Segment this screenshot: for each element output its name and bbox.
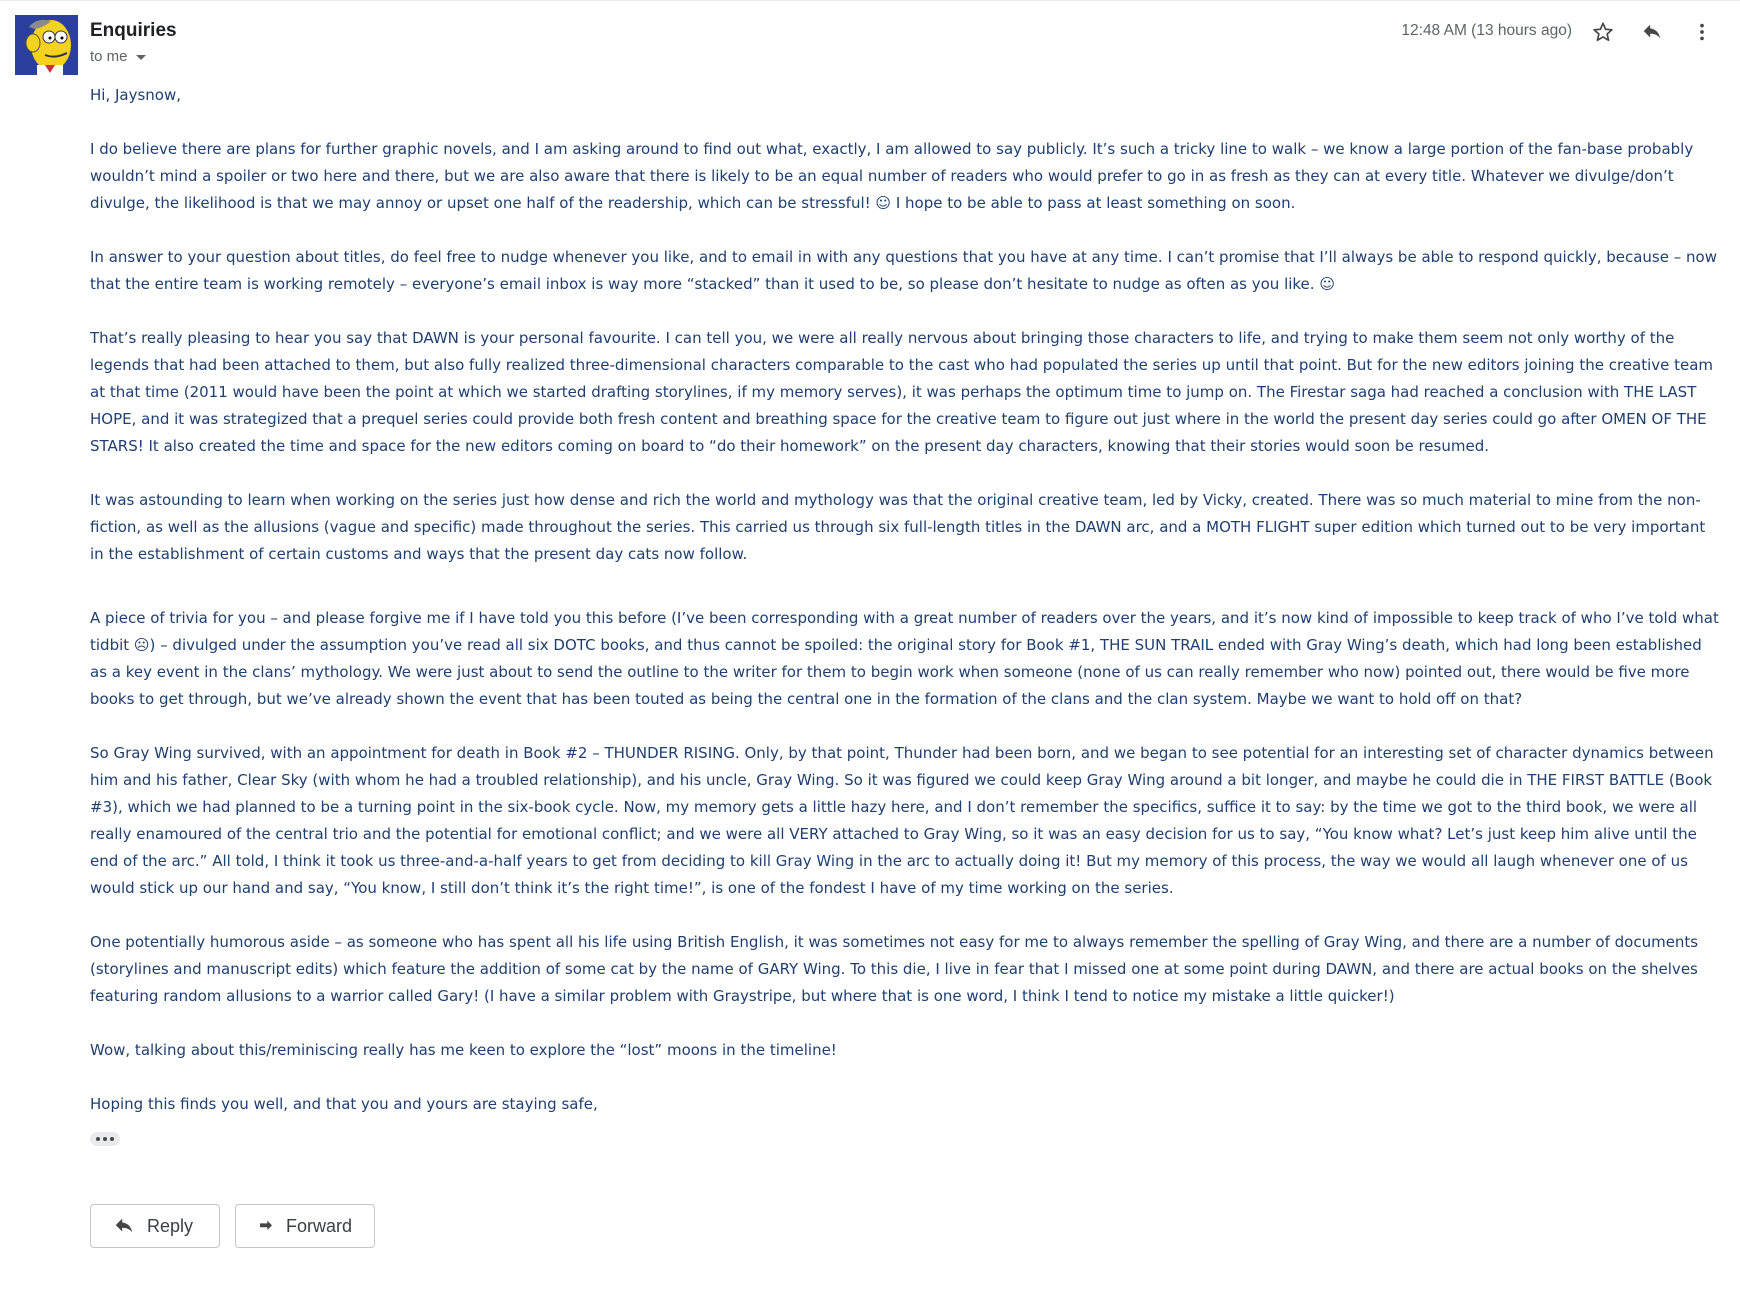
more-horiz-dot xyxy=(110,1137,114,1141)
recipient-dropdown[interactable] xyxy=(90,48,146,65)
sender-name[interactable]: Enquiries xyxy=(90,20,177,41)
forward-button-label: Forward xyxy=(285,1215,352,1236)
email-date: 12:48 AM (13 hours ago) xyxy=(1401,22,1572,39)
forward-icon xyxy=(258,1215,274,1237)
reply-icon xyxy=(1641,21,1663,43)
paragraph-7: One potentially humorous aside – as someone who has spent all his life using British English, it was sometimes not easy for me to always remember the spelling of Gray Wing, and there are a number of documents (storylines and manuscript edits) which feature the addition of some cat by the name of GARY Wing. To this die, I live in fear that I missed one at some point during DAWN, and there are actual books on the shelves featuring random allusions to a warrior called Gary! (I have a similar problem with Graystripe, but where that is one word, I think I tend to notice my mistake a little quicker!) xyxy=(90,933,1699,1005)
more-vert-icon xyxy=(1691,21,1713,43)
star-button[interactable] xyxy=(1589,18,1617,46)
forward-button[interactable] xyxy=(235,1204,375,1248)
avatar-icon xyxy=(15,15,78,75)
more-horiz-icon xyxy=(96,1137,100,1141)
sender-avatar[interactable] xyxy=(15,15,78,75)
reply-icon xyxy=(113,1215,135,1237)
reply-button[interactable] xyxy=(90,1204,220,1248)
more-options-button[interactable] xyxy=(1688,18,1716,46)
reply-button-label: Reply xyxy=(147,1215,194,1236)
paragraph-6: So Gray Wing survived, with an appointment for death in Book #2 – THUNDER RISING. Only, by that point, Thunder had been born, and we began to see potential for an interesting set of character dynamics between him and his father, Clear Sky (with whom he had a troubled relationship), and his uncle, Gray Wing. So it was figured we could keep Gray Wing around a bit longer, and maybe he could die in THE FIRST BATTLE (Book #3), which we had planned to be a turning point in the six-book cycle. Now, my memory gets a little hazy here, and I don’t remember the specifics, suffice it to say: by the time we got to the third book, we were all really enamoured of the central trio and the potential for emotional conflict; and we were all VERY attached to Gray Wing, so it was an easy decision for us to say, “You know what? Let’s just keep him alive until the end of the arc.” All told, I think it took us three-and-a-half years to get from deciding to kill Gray Wing in the arc to actually doing it! But my memory of this process, the way we would all laugh whenever one of us would stick up our hand and say, “You know, I still don’t think it’s the right time!”, is one of the fondest I have of my time working on the series. xyxy=(90,744,1714,897)
paragraph-8: Wow, talking about this/reminiscing really has me keen to explore the “lost” moons in the timeline! xyxy=(90,1041,837,1059)
paragraph-5: A piece of trivia for you – and please forgive me if I have told you this before (I’ve been corresponding with a great number of readers over the years, and it’s now kind of impossible to keep track of who I’ve told what tidbit ☹) – divulged under the assumption you’ve read all six DOTC books, and thus cannot be spoiled: the original story for Book #1, THE SUN TRAIL ended with Gray Wing’s death, which had long been established as a key event in the clans’ mythology. We were just about to send the outline to the writer for them to begin work when someone (none of us can really remember who now) pointed out, there would be five more books to get through, but we’ve already shown the event that has been touted as being the central one in the formation of the clans and the clan system. Maybe we want to hold off on that? xyxy=(90,609,1719,708)
chevron-down-icon xyxy=(136,55,146,60)
more-horiz-dot xyxy=(103,1137,107,1141)
recipient-label: to me xyxy=(90,48,128,65)
paragraph-1: I do believe there are plans for further graphic novels, and I am asking around to find out what, exactly, I am allowed to say publicly. It’s such a tricky line to walk – we know a large portion of the fan-base probably wouldn’t mind a spoiler or two here and there, but we are also aware that there is likely to be an equal number of readers who would prefer to go in as fresh as they can at every title. Whatever we divulge/don’t divulge, the likelihood is that we may annoy or upset one half of the readership, which can be stressful! ☺ I hope to be able to pass at least something on soon. xyxy=(90,140,1694,212)
paragraph-4: It was astounding to learn when working on the series just how dense and rich the world and mythology was that the original creative team, led by Vicky, created. There was so much material to mine from the non-fiction, as well as the allusions (vague and specific) made throughout the series. This carried us through six full-length titles in the DAWN arc, and a MOTH FLIGHT super edition which turned out to be very important in the establishment of certain customs and ways that the present day cats now follow. xyxy=(90,491,1706,563)
top-divider xyxy=(0,0,1740,1)
paragraph-2: In answer to your question about titles, do feel free to nudge whenever you like, and to email in with any questions that you have at any time. I can’t promise that I’ll always be able to respond quickly, because – now that the entire team is working remotely – everyone’s email inbox is way more “stacked” than it used to be, so please don’t hesitate to nudge as often as you like. ☺ xyxy=(90,248,1717,293)
greeting: Hi, Jaysnow, xyxy=(90,86,182,104)
reply-header-button[interactable] xyxy=(1638,18,1666,46)
paragraph-9: Hoping this finds you well, and that you and yours are staying safe, xyxy=(90,1095,598,1113)
star-icon xyxy=(1592,21,1614,43)
paragraph-3: That’s really pleasing to hear you say that DAWN is your personal favourite. I can tell you, we were all really nervous about bringing those characters to life, and trying to make them seem not only worthy of the legends that had been attached to them, but also fully realized three-dimensional characters comparable to the cast who had populated the series up until that point. But for the new editors joining the creative team at that time (2011 would have been the point at which we started drafting storylines, if my memory serves), it was perhaps the optimum time to jump on. The Firestar saga had reached a conclusion with THE LAST HOPE, and it was strategized that a prequel series could provide both fresh content and breathing space for the creative team to figure out just where in the world the present day series could go after OMEN OF THE STARS! It also created the time and space for the new editors coming on board to “do their homework” on the present day characters, knowing that their stories would soon be resumed. xyxy=(90,329,1714,455)
show-trimmed-content-button[interactable] xyxy=(90,1132,120,1146)
email-body xyxy=(90,82,1720,1145)
